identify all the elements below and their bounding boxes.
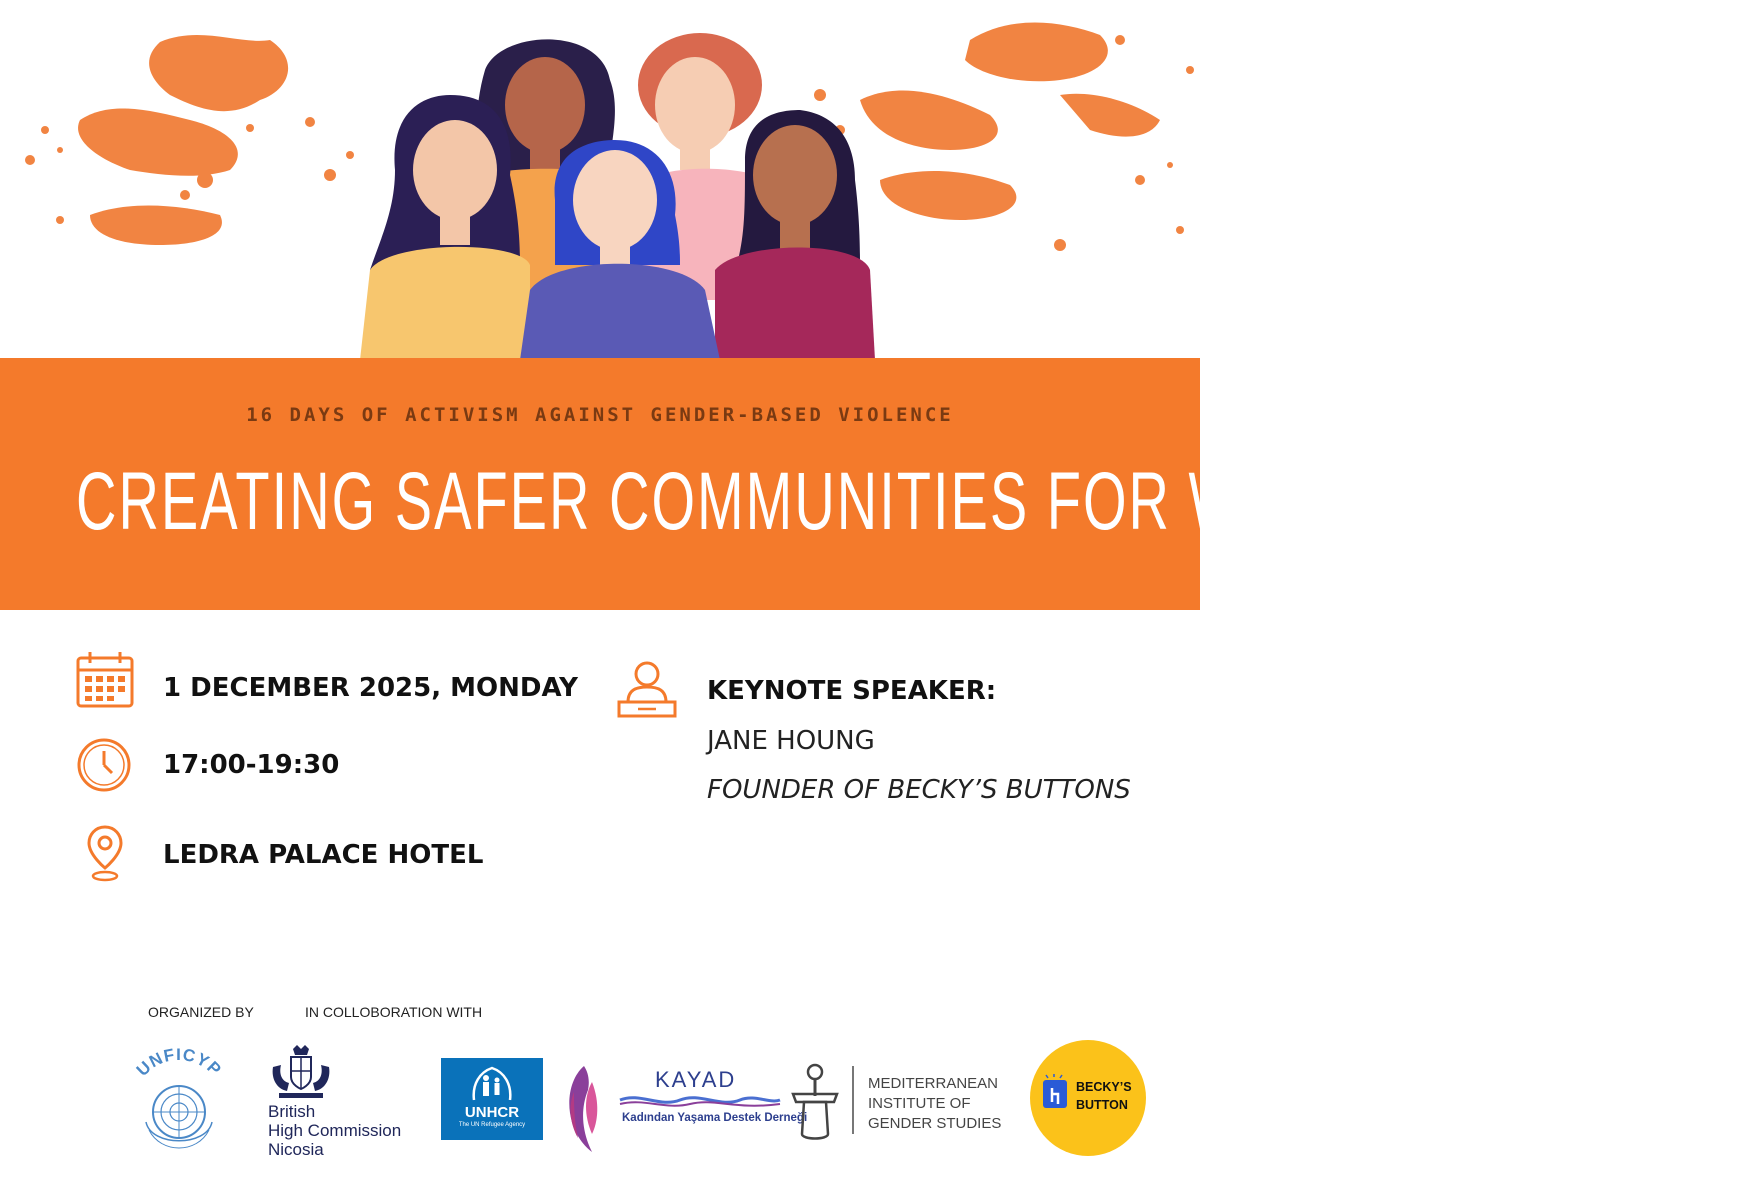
speaker-heading: KEYNOTE SPEAKER: bbox=[707, 676, 997, 706]
kayad-name: KAYAD bbox=[655, 1067, 737, 1092]
event-venue: LEDRA PALACE HOTEL bbox=[163, 840, 484, 870]
unhcr-logo: UNHCR The UN Refugee Agency bbox=[441, 1058, 543, 1140]
migs-name: MEDITERRANEAN INSTITUTE OF GENDER STUDIES bbox=[868, 1075, 1002, 1132]
organized-by-label: ORGANIZED BY bbox=[148, 1004, 254, 1020]
calendar-icon bbox=[76, 650, 134, 708]
migs-divider bbox=[852, 1066, 854, 1134]
clock-icon bbox=[76, 737, 132, 793]
svg-text:UNFICYP bbox=[133, 1045, 225, 1080]
speaker-role: FOUNDER OF BECKY’S BUTTONS bbox=[707, 775, 1131, 805]
event-time: 17:00-19:30 bbox=[163, 750, 340, 780]
british-high-commission-name: British High Commission Nicosia bbox=[268, 1102, 402, 1159]
banner-subtitle: 16 DAYS OF ACTIVISM AGAINST GENDER-BASED VIOLENCE bbox=[246, 404, 954, 426]
kayad-profile-icon bbox=[562, 1062, 602, 1156]
kayad-wave-icon bbox=[620, 1090, 780, 1110]
pointer-hand-icon bbox=[1042, 1076, 1072, 1116]
kayad-subtitle: Kadından Yaşama Destek Derneği bbox=[622, 1112, 808, 1124]
migs-idol-icon bbox=[790, 1062, 840, 1142]
royal-crest-icon bbox=[267, 1045, 335, 1100]
banner-title: CREATING SAFER COMMUNITIES FOR WOMEN AND GIRLS bbox=[76, 454, 1754, 547]
unficyp-name: UNFICYP bbox=[132, 1044, 226, 1080]
speaker-podium-icon bbox=[616, 660, 678, 720]
becky-line1: BECKY’S bbox=[1076, 1080, 1132, 1094]
paint-splatter-left bbox=[25, 35, 354, 245]
woman-front-left bbox=[360, 95, 530, 360]
location-pin-icon bbox=[86, 824, 124, 882]
event-date: 1 DECEMBER 2025, MONDAY bbox=[163, 673, 578, 703]
collaboration-label: IN COLLOBORATION WITH bbox=[305, 1004, 483, 1020]
refugee-family-icon bbox=[470, 1064, 514, 1104]
speaker-name: JANE HOUNG bbox=[707, 726, 875, 756]
hero-illustration bbox=[0, 0, 1200, 360]
unficyp-logo bbox=[116, 1042, 242, 1168]
beckys-button-logo bbox=[1030, 1040, 1146, 1156]
paint-splatter-right bbox=[814, 23, 1194, 252]
becky-line2: BUTTON bbox=[1076, 1098, 1128, 1112]
